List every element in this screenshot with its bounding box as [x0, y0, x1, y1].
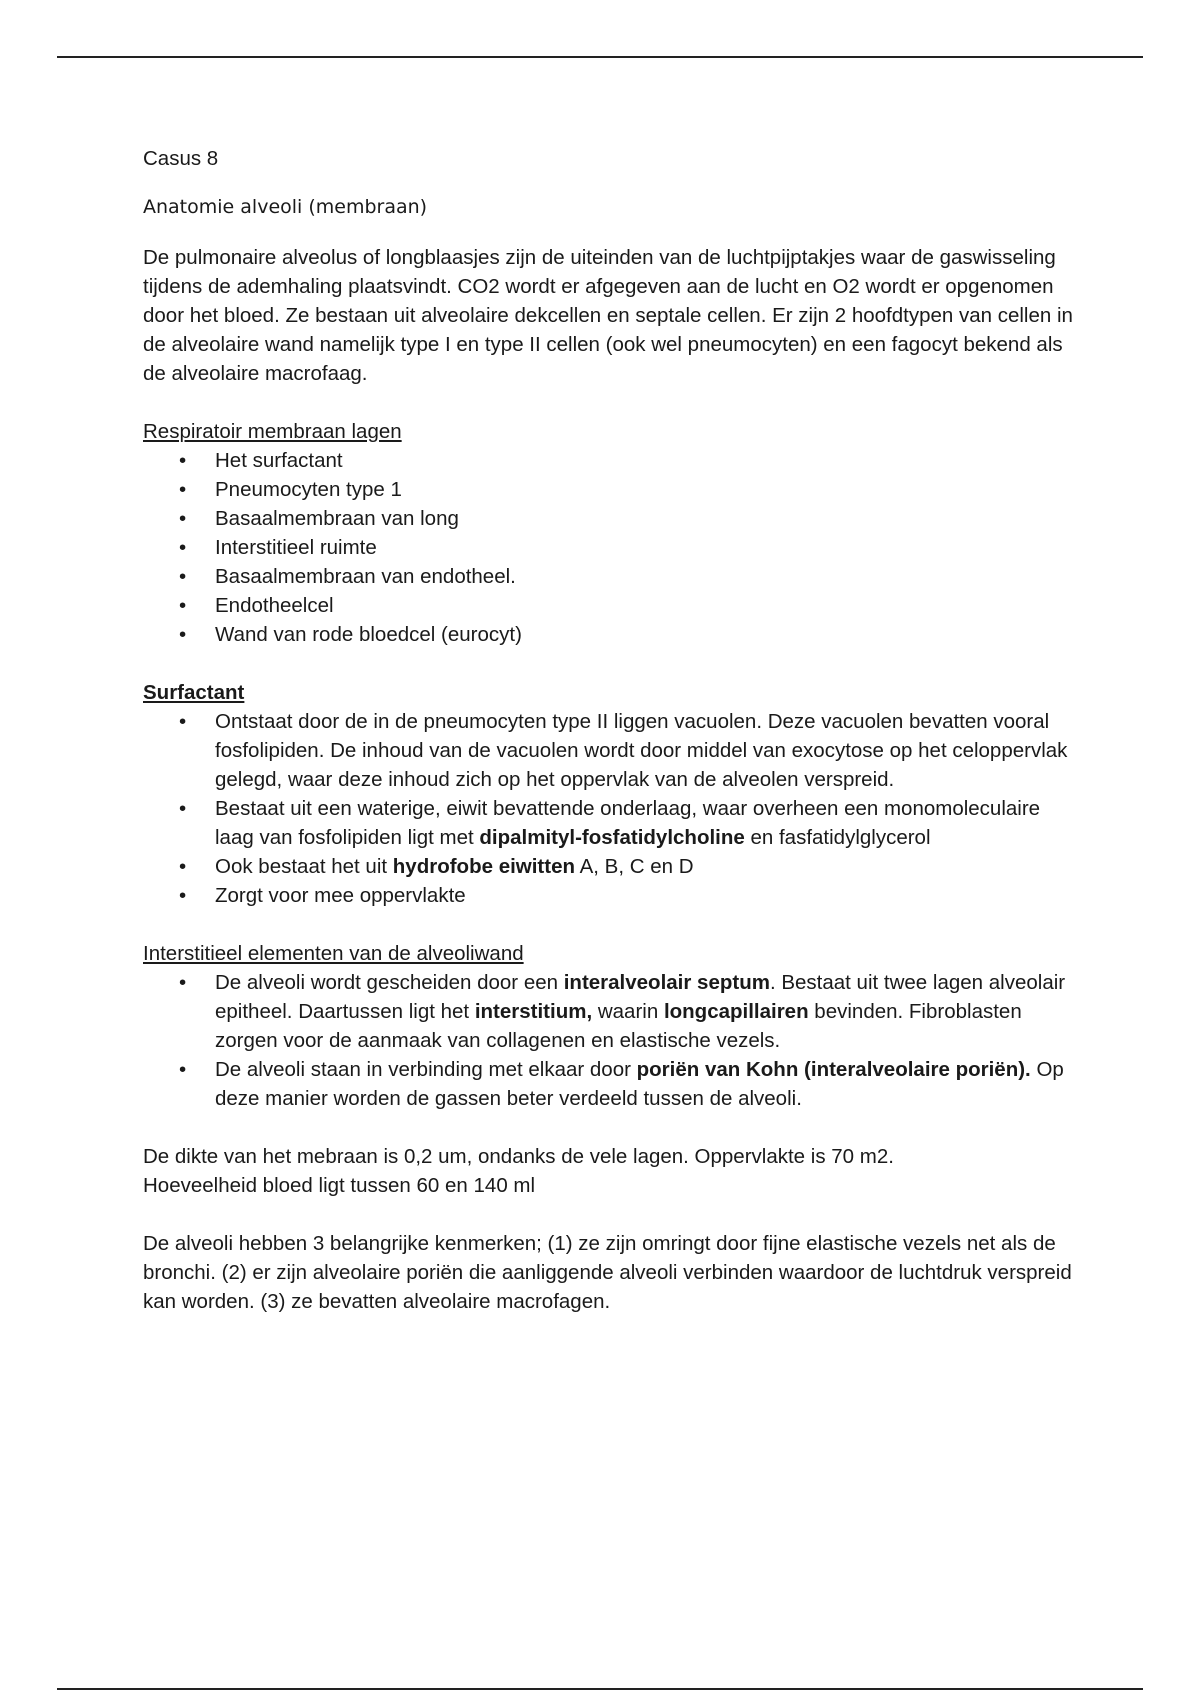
- bullet-icon: •: [179, 855, 187, 878]
- section-subtitle: Anatomie alveoli (membraan): [143, 196, 428, 218]
- list-item: • Bestaat uit een waterige, eiwit bevattende onderlaag, waar overheen een monomoleculaire laag van fosfolipiden ligt met dipalmityl-fosfatidylcholine en fasfatidylglycerol: [215, 794, 1073, 852]
- list-item: • Basaalmembraan van long: [215, 504, 1073, 533]
- surfactant-list: [143, 707, 1073, 910]
- list-item: • Endotheelcel: [215, 591, 1073, 620]
- list-item: • Het surfactant: [215, 446, 1073, 475]
- bullet-icon: •: [179, 623, 187, 646]
- list-item: • Wand van rode bloedcel (eurocyt): [215, 620, 1073, 649]
- bold-term: interstitium,: [474, 1000, 593, 1023]
- respiratoir-heading: Respiratoir membraan lagen: [143, 420, 402, 443]
- bullet-icon: •: [179, 565, 187, 588]
- bold-term: interalveolair septum: [563, 971, 770, 994]
- dikte-paragraph: [143, 1142, 1073, 1200]
- list-item: • Interstitieel ruimte: [215, 533, 1073, 562]
- bold-term: poriën van Kohn (interalveolaire poriën).: [636, 1058, 1031, 1081]
- bullet-icon: •: [179, 710, 187, 733]
- dikte-line: De dikte van het mebraan is 0,2 um, ondanks de vele lagen. Oppervlakte is 70 m2.: [143, 1145, 894, 1168]
- interstitieel-heading: Interstitieel elementen van de alveoliwand: [143, 942, 524, 965]
- list-item: • De alveoli staan in verbinding met elkaar door poriën van Kohn (interalveolaire poriën). Op deze manier worden de gassen beter verdeeld tussen de alveoli.: [215, 1055, 1073, 1113]
- respiratoir-list: [143, 446, 1073, 649]
- intro-paragraph: De pulmonaire alveolus of longblaasjes zijn de uiteinden van de luchtpijptakjes waar de gaswisseling tijdens de ademhaling plaatsvindt. CO2 wordt er afgegeven aan de lucht en O2 wordt er opgenomen door het bloed. Ze bestaan uit alveolaire dekcellen en septale cellen. Er zijn 2 hoofdtypen van cellen in de alveolaire wand namelijk type I en type II cellen (ook wel pneumocyten) en een fagocyt bekend als de alveolaire macrofaag.: [143, 246, 1073, 385]
- header-rule: [57, 56, 1143, 58]
- bold-term: longcapillairen: [663, 1000, 809, 1023]
- bullet-icon: •: [179, 478, 187, 501]
- document-title: Casus 8: [143, 147, 219, 170]
- bold-term: hydrofobe eiwitten: [392, 855, 576, 878]
- bloed-line: Hoeveelheid bloed ligt tussen 60 en 140 ml: [143, 1174, 536, 1197]
- bullet-icon: •: [179, 594, 187, 617]
- list-item: • Zorgt voor mee oppervlakte: [215, 881, 1073, 910]
- bullet-icon: •: [179, 1058, 187, 1081]
- document-body: [143, 144, 1073, 1345]
- list-item: • Ook bestaat het uit hydrofobe eiwitten A, B, C en D: [215, 852, 1073, 881]
- list-item: • Ontstaat door de in de pneumocyten type II liggen vacuolen. Deze vacuolen bevatten vooral fosfolipiden. De inhoud van de vacuolen wordt door middel van exocytose op het celoppervlak gelegd, waar deze inhoud zich op het oppervlak van de alveolen verspreid.: [215, 707, 1073, 794]
- bullet-icon: •: [179, 971, 187, 994]
- bullet-icon: •: [179, 797, 187, 820]
- surfactant-heading: Surfactant: [143, 681, 245, 704]
- bold-term: dipalmityl-fosfatidylcholine: [479, 826, 745, 849]
- bullet-icon: •: [179, 536, 187, 559]
- list-item: • Basaalmembraan van endotheel.: [215, 562, 1073, 591]
- kenmerken-paragraph: De alveoli hebben 3 belangrijke kenmerken; (1) ze zijn omringt door fijne elastische vezels net als de bronchi. (2) er zijn alveolaire poriën die aanliggende alveoli verbinden waardoor de luchtdruk verspreid kan worden. (3) ze bevatten alveolaire macrofagen.: [143, 1232, 1072, 1313]
- list-item: • Pneumocyten type 1: [215, 475, 1073, 504]
- bullet-icon: •: [179, 449, 187, 472]
- list-item: • De alveoli wordt gescheiden door een interalveolair septum. Bestaat uit twee lagen alveolair epitheel. Daartussen ligt het interstitium, waarin longcapillairen bevinden. Fibroblasten zorgen voor de aanmaak van collagenen en elastische vezels.: [215, 968, 1073, 1055]
- footer-rule: [57, 1688, 1143, 1690]
- bullet-icon: •: [179, 884, 187, 907]
- interstitieel-list: [143, 968, 1073, 1113]
- bullet-icon: •: [179, 507, 187, 530]
